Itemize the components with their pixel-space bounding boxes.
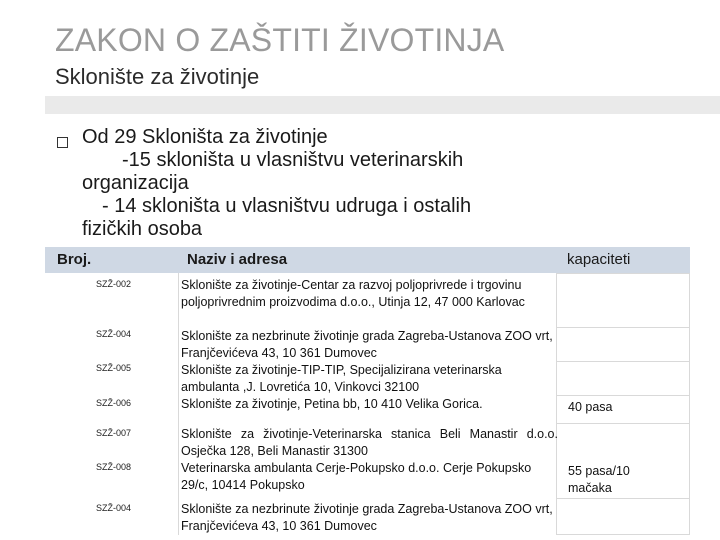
table-row-entry: Sklonište za životinje-TIP-TIP, Specijalizirana veterinarska ambulanta ,J. Lovretića 10, Vinkovci 32100 xyxy=(181,363,502,394)
row-divider xyxy=(556,534,690,535)
capacity-value: 55 pasa/10 mačaka xyxy=(568,464,630,495)
table-row-code: SZŽ-008 xyxy=(96,462,132,472)
capacity-value: 40 pasa xyxy=(568,400,613,414)
table-row-code: SZŽ-006 xyxy=(96,398,132,408)
table-row-entry: Veterinarska ambulanta Cerje-Pokupsko d.o.o. Cerje Pokupsko 29/c, 10414 Pokupsko xyxy=(181,461,532,492)
table-row-code: SZŽ-002 xyxy=(96,279,132,289)
column-header-broj: Broj. xyxy=(57,251,92,268)
bullet-line-4: - 14 skloništa u vlasništvu udruga i ostalih xyxy=(102,195,472,217)
row-divider xyxy=(556,327,690,328)
table-row-entry: Sklonište za životinje-Centar za razvoj poljoprivrede i trgovinu poljoprivrednim proizvodima d.o.o., Utinja 12, 47 000 Karlovac xyxy=(181,278,525,309)
table-row-entry: Sklonište za životinje-Veterinarska stanica Beli Manastir d.o.o. Osječka 128, Beli Manastir 31300 xyxy=(181,427,558,458)
column-divider xyxy=(178,273,179,535)
bullet-line-1: Od 29 Skloništa za životinje xyxy=(82,126,328,148)
page-subtitle: Sklonište za životinje xyxy=(55,64,260,89)
page-title: ZAKON O ZAŠTITI ŽIVOTINJA xyxy=(55,22,505,58)
table-row-code: SZŽ-007 xyxy=(96,428,132,438)
column-header-kapaciteti: kapaciteti xyxy=(567,251,631,268)
bullet-line-5: fizičkih osoba xyxy=(82,218,203,240)
row-divider xyxy=(556,273,690,274)
table-row-entry: Sklonište za životinje, Petina bb, 10 410 Velika Gorica. xyxy=(181,397,483,411)
bullet-line-3: organizacija xyxy=(82,172,189,194)
table-row-entry: Sklonište za nezbrinute životinje grada Zagreba-Ustanova ZOO vrt, Franjčevićeva 43, 10 361 Dumovec xyxy=(181,329,553,360)
title-divider-band xyxy=(45,96,720,114)
row-divider xyxy=(556,361,690,362)
column-header-naziv: Naziv i adresa xyxy=(187,251,288,268)
row-divider xyxy=(556,395,690,396)
row-divider xyxy=(556,423,690,424)
bullet-paragraph xyxy=(82,126,682,241)
table-header xyxy=(45,247,690,273)
row-divider xyxy=(556,498,690,499)
table-row-code: SZŽ-004 xyxy=(96,329,132,339)
table-row-code: SZŽ-005 xyxy=(96,363,132,373)
square-bullet-icon xyxy=(57,137,68,148)
table-row-entry: Sklonište za nezbrinute životinje grada Zagreba-Ustanova ZOO vrt, Franjčevićeva 43, 10 361 Dumovec xyxy=(181,502,553,533)
table-row-code: SZŽ-004 xyxy=(96,503,132,513)
bullet-line-2: -15 skloništa u vlasništvu veterinarskih xyxy=(122,149,464,171)
column-divider xyxy=(689,273,690,535)
